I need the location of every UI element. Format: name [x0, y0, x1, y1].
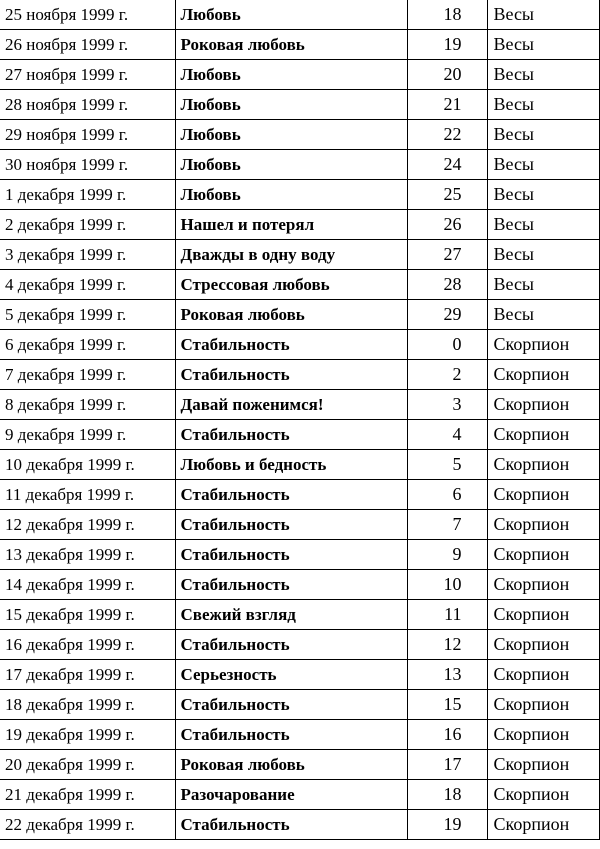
table-row [0, 390, 599, 420]
title-cell: Роковая любовь [175, 30, 407, 60]
zodiac-sign-cell: Скорпион [487, 570, 599, 600]
table-row [0, 0, 599, 30]
title-cell: Стабильность [175, 540, 407, 570]
zodiac-sign-cell: Скорпион [487, 420, 599, 450]
date-cell: 11 декабря 1999 г. [0, 480, 175, 510]
day-number-cell: 10 [407, 570, 487, 600]
date-cell: 26 ноября 1999 г. [0, 30, 175, 60]
table-row [0, 120, 599, 150]
day-number-cell: 7 [407, 510, 487, 540]
table-row [0, 450, 599, 480]
zodiac-sign-cell: Скорпион [487, 360, 599, 390]
title-cell: Серьезность [175, 660, 407, 690]
zodiac-sign-cell: Весы [487, 270, 599, 300]
zodiac-sign-cell: Скорпион [487, 660, 599, 690]
day-number-cell: 18 [407, 780, 487, 810]
table-row [0, 750, 599, 780]
title-cell: Любовь [175, 90, 407, 120]
zodiac-sign-cell: Скорпион [487, 750, 599, 780]
table-row [0, 540, 599, 570]
day-number-cell: 4 [407, 420, 487, 450]
date-cell: 29 ноября 1999 г. [0, 120, 175, 150]
zodiac-sign-cell: Скорпион [487, 690, 599, 720]
table-row [0, 660, 599, 690]
zodiac-sign-cell: Скорпион [487, 600, 599, 630]
title-cell: Стабильность [175, 690, 407, 720]
zodiac-sign-cell: Скорпион [487, 510, 599, 540]
date-cell: 20 декабря 1999 г. [0, 750, 175, 780]
title-cell: Любовь [175, 150, 407, 180]
date-cell: 4 декабря 1999 г. [0, 270, 175, 300]
day-number-cell: 22 [407, 120, 487, 150]
title-cell: Стабильность [175, 480, 407, 510]
zodiac-sign-cell: Весы [487, 30, 599, 60]
date-cell: 21 декабря 1999 г. [0, 780, 175, 810]
zodiac-sign-cell: Скорпион [487, 480, 599, 510]
zodiac-sign-cell: Весы [487, 150, 599, 180]
zodiac-sign-cell: Скорпион [487, 630, 599, 660]
date-cell: 12 декабря 1999 г. [0, 510, 175, 540]
day-number-cell: 6 [407, 480, 487, 510]
zodiac-sign-cell: Весы [487, 90, 599, 120]
table-row [0, 720, 599, 750]
date-cell: 14 декабря 1999 г. [0, 570, 175, 600]
table-row [0, 240, 599, 270]
day-number-cell: 28 [407, 270, 487, 300]
table-row [0, 810, 599, 840]
title-cell: Свежий взгляд [175, 600, 407, 630]
day-number-cell: 25 [407, 180, 487, 210]
title-cell: Стрессовая любовь [175, 270, 407, 300]
title-cell: Нашел и потерял [175, 210, 407, 240]
day-number-cell: 15 [407, 690, 487, 720]
day-number-cell: 17 [407, 750, 487, 780]
date-cell: 2 декабря 1999 г. [0, 210, 175, 240]
table-row [0, 60, 599, 90]
day-number-cell: 11 [407, 600, 487, 630]
zodiac-sign-cell: Скорпион [487, 720, 599, 750]
table-row [0, 510, 599, 540]
day-number-cell: 12 [407, 630, 487, 660]
zodiac-sign-cell: Весы [487, 240, 599, 270]
table-row [0, 150, 599, 180]
zodiac-sign-cell: Скорпион [487, 330, 599, 360]
title-cell: Стабильность [175, 360, 407, 390]
day-number-cell: 16 [407, 720, 487, 750]
table-row [0, 600, 599, 630]
title-cell: Любовь [175, 60, 407, 90]
date-cell: 13 декабря 1999 г. [0, 540, 175, 570]
title-cell: Давай поженимся! [175, 390, 407, 420]
day-number-cell: 18 [407, 0, 487, 30]
table-row [0, 210, 599, 240]
table-row [0, 180, 599, 210]
date-cell: 18 декабря 1999 г. [0, 690, 175, 720]
date-cell: 1 декабря 1999 г. [0, 180, 175, 210]
day-number-cell: 0 [407, 330, 487, 360]
date-cell: 22 декабря 1999 г. [0, 810, 175, 840]
title-cell: Любовь [175, 180, 407, 210]
table-row [0, 270, 599, 300]
day-number-cell: 24 [407, 150, 487, 180]
title-cell: Роковая любовь [175, 750, 407, 780]
day-number-cell: 13 [407, 660, 487, 690]
zodiac-sign-cell: Скорпион [487, 540, 599, 570]
title-cell: Стабильность [175, 330, 407, 360]
table-row [0, 570, 599, 600]
table-row [0, 780, 599, 810]
title-cell: Стабильность [175, 510, 407, 540]
day-number-cell: 29 [407, 300, 487, 330]
date-cell: 27 ноября 1999 г. [0, 60, 175, 90]
title-cell: Любовь и бедность [175, 450, 407, 480]
table-row [0, 480, 599, 510]
date-cell: 3 декабря 1999 г. [0, 240, 175, 270]
date-cell: 25 ноября 1999 г. [0, 0, 175, 30]
date-cell: 6 декабря 1999 г. [0, 330, 175, 360]
day-number-cell: 2 [407, 360, 487, 390]
title-cell: Роковая любовь [175, 300, 407, 330]
date-cell: 28 ноября 1999 г. [0, 90, 175, 120]
date-cell: 16 декабря 1999 г. [0, 630, 175, 660]
date-cell: 9 декабря 1999 г. [0, 420, 175, 450]
zodiac-sign-cell: Скорпион [487, 390, 599, 420]
zodiac-sign-cell: Весы [487, 210, 599, 240]
day-number-cell: 9 [407, 540, 487, 570]
table-row [0, 360, 599, 390]
date-cell: 15 декабря 1999 г. [0, 600, 175, 630]
date-cell: 10 декабря 1999 г. [0, 450, 175, 480]
table-row [0, 30, 599, 60]
zodiac-sign-cell: Весы [487, 300, 599, 330]
day-number-cell: 27 [407, 240, 487, 270]
table-row [0, 90, 599, 120]
title-cell: Разочарование [175, 780, 407, 810]
date-cell: 19 декабря 1999 г. [0, 720, 175, 750]
day-number-cell: 5 [407, 450, 487, 480]
title-cell: Стабильность [175, 630, 407, 660]
table-row [0, 420, 599, 450]
date-cell: 8 декабря 1999 г. [0, 390, 175, 420]
zodiac-sign-cell: Весы [487, 0, 599, 30]
day-number-cell: 3 [407, 390, 487, 420]
date-cell: 5 декабря 1999 г. [0, 300, 175, 330]
date-cell: 30 ноября 1999 г. [0, 150, 175, 180]
date-cell: 17 декабря 1999 г. [0, 660, 175, 690]
title-cell: Стабильность [175, 720, 407, 750]
title-cell: Любовь [175, 120, 407, 150]
date-cell: 7 декабря 1999 г. [0, 360, 175, 390]
zodiac-sign-cell: Весы [487, 120, 599, 150]
table-row [0, 630, 599, 660]
zodiac-sign-cell: Весы [487, 60, 599, 90]
title-cell: Стабильность [175, 570, 407, 600]
day-number-cell: 26 [407, 210, 487, 240]
zodiac-sign-cell: Скорпион [487, 450, 599, 480]
zodiac-sign-cell: Скорпион [487, 780, 599, 810]
table-row [0, 330, 599, 360]
title-cell: Стабильность [175, 810, 407, 840]
zodiac-sign-cell: Скорпион [487, 810, 599, 840]
title-cell: Стабильность [175, 420, 407, 450]
day-number-cell: 19 [407, 810, 487, 840]
title-cell: Любовь [175, 0, 407, 30]
title-cell: Дважды в одну воду [175, 240, 407, 270]
table-row [0, 300, 599, 330]
day-number-cell: 21 [407, 90, 487, 120]
zodiac-sign-cell: Весы [487, 180, 599, 210]
day-number-cell: 19 [407, 30, 487, 60]
day-number-cell: 20 [407, 60, 487, 90]
table-row [0, 690, 599, 720]
